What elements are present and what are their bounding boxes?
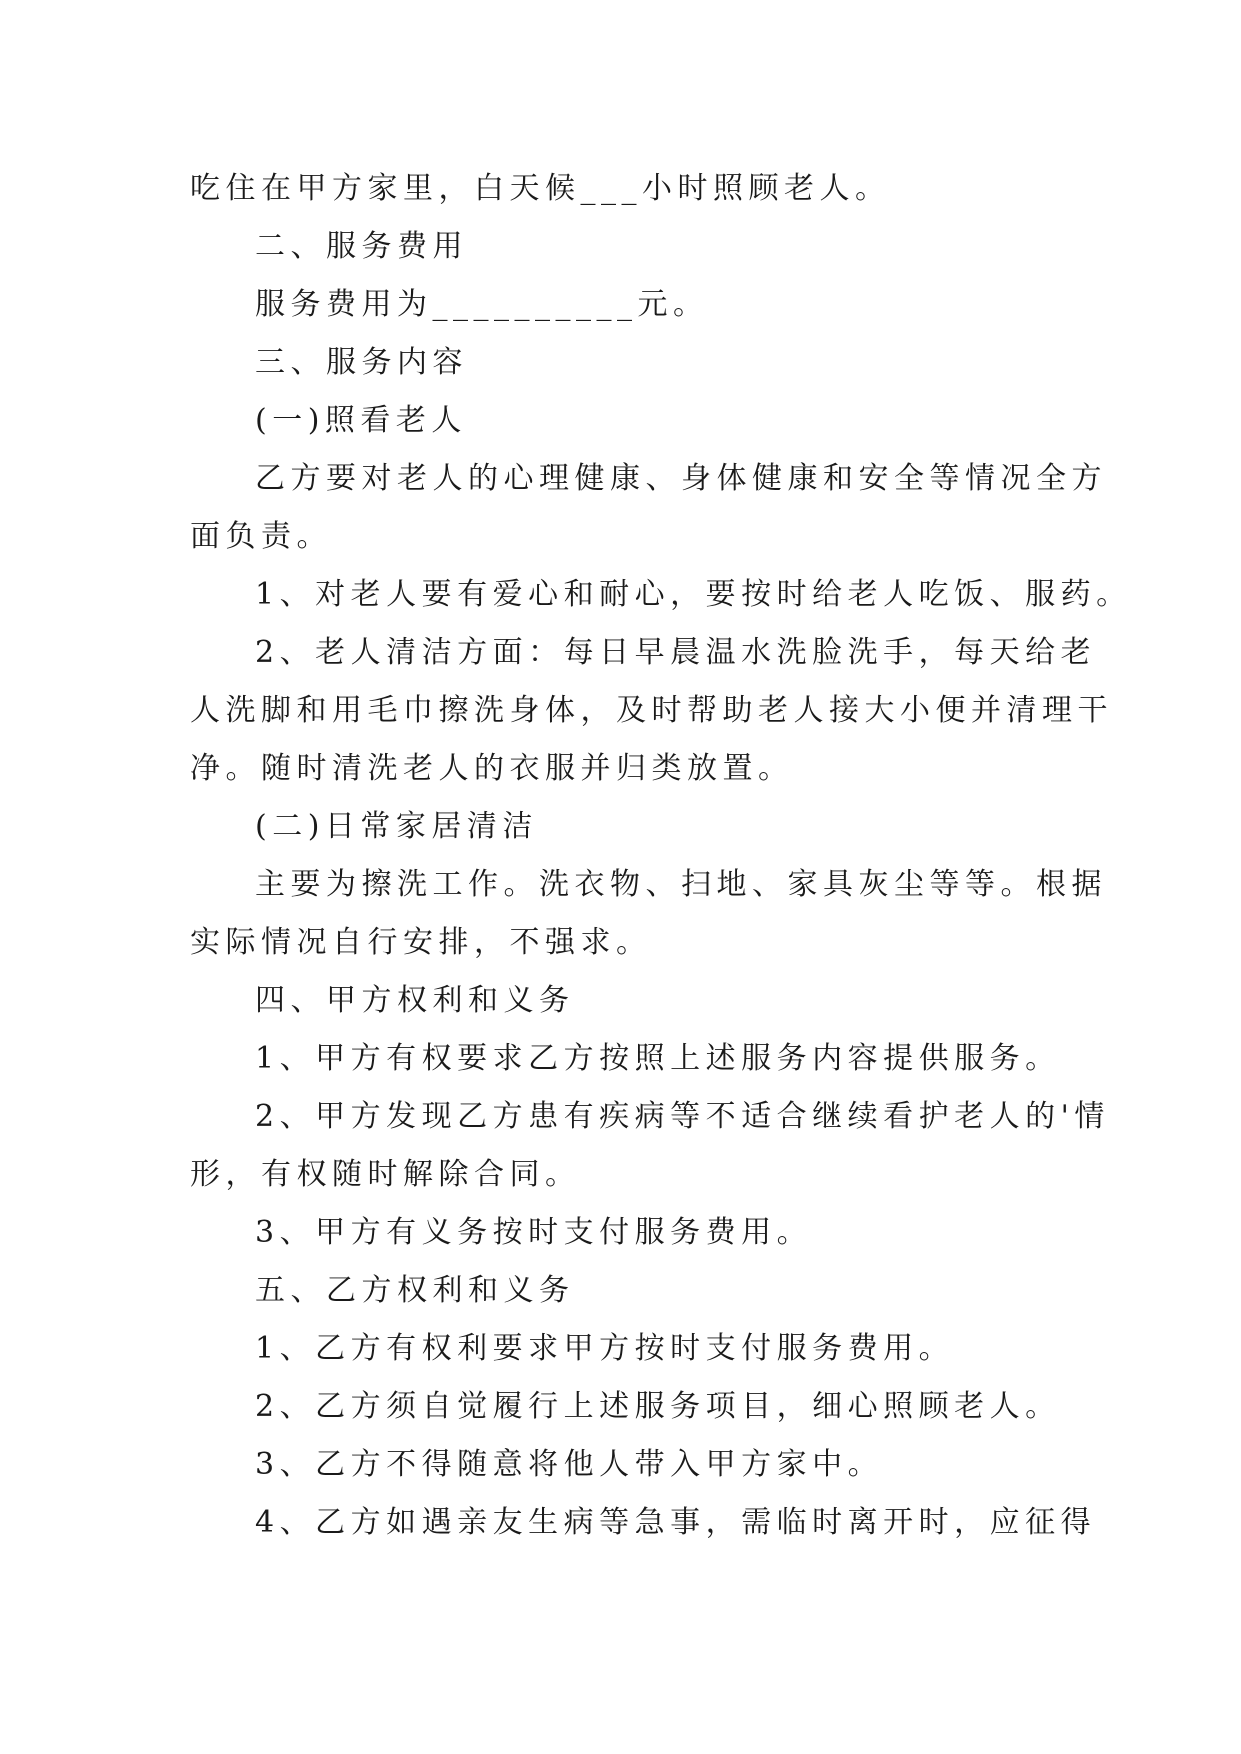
- text-line: 净。随时清洗老人的衣服并归类放置。: [190, 751, 794, 786]
- text-line: 实际情况自行安排，不强求。: [190, 925, 652, 960]
- text-line: 五、乙方权利和义务: [255, 1273, 575, 1308]
- text-line: 2、甲方发现乙方患有疾病等不适合继续看护老人的'情: [255, 1099, 1110, 1134]
- text-line: 4、乙方如遇亲友生病等急事，需临时离开时，应征得: [255, 1505, 1097, 1540]
- text-line: 1、甲方有权要求乙方按照上述服务内容提供服务。: [255, 1041, 1061, 1076]
- text-line: 2、老人清洁方面：每日早晨温水洗脸洗手，每天给老: [255, 635, 1097, 670]
- text-line: 1、对老人要有爱心和耐心，要按时给老人吃饭、服药。: [255, 577, 1132, 612]
- text-line: (二)日常家居清洁: [255, 809, 538, 844]
- text-line: 吃住在甲方家里，白天候___小时照顾老人。: [190, 171, 891, 206]
- text-line: 形，有权随时解除合同。: [190, 1157, 581, 1192]
- text-line: 面负责。: [190, 519, 332, 554]
- text-line: 乙方要对老人的心理健康、身体健康和安全等情况全方: [255, 461, 1107, 496]
- text-line: 3、乙方不得随意将他人带入甲方家中。: [255, 1447, 884, 1482]
- text-line: 2、乙方须自觉履行上述服务项目，细心照顾老人。: [255, 1389, 1061, 1424]
- text-line: 人洗脚和用毛巾擦洗身体，及时帮助老人接大小便并清理干: [190, 693, 1113, 728]
- document-body: [190, 160, 1132, 1552]
- text-line: 主要为擦洗工作。洗衣物、扫地、家具灰尘等等。根据: [255, 867, 1107, 902]
- text-line: 服务费用为__________元。: [255, 287, 709, 322]
- text-line: 三、服务内容: [255, 345, 468, 380]
- text-line: 1、乙方有权利要求甲方按时支付服务费用。: [255, 1331, 955, 1366]
- text-line: 3、甲方有义务按时支付服务费用。: [255, 1215, 813, 1250]
- text-line: (一)照看老人: [255, 403, 467, 438]
- text-line: 四、甲方权利和义务: [255, 983, 575, 1018]
- text-line: 二、服务费用: [255, 229, 468, 264]
